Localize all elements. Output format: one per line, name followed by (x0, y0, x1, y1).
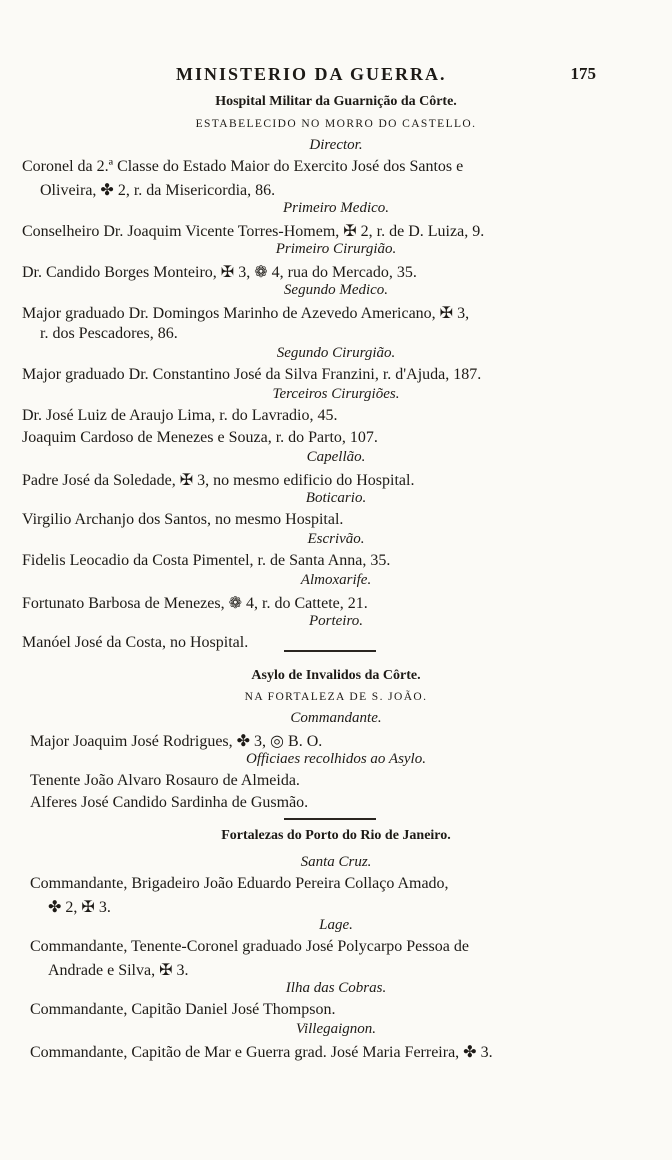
hospital-heading: Hospital Militar da Guarnição da Côrte. (215, 94, 457, 109)
asylo-heading: Asylo de Invalidos da Côrte. (251, 668, 421, 683)
role-porteiro: Porteiro. (308, 613, 364, 629)
entry-segundo-medico-line2: r. dos Pescadores, 86. (40, 325, 178, 342)
entry-capellao: Padre José da Soledade, ✠ 3, no mesmo edificio do Hospital. (22, 472, 415, 489)
ministry-title: MINISTERIO DA GUERRA. (176, 64, 447, 84)
role-santa-cruz: Santa Cruz. (300, 854, 372, 870)
entry-villegaignon: Commandante, Capitão de Mar e Guerra grad. José Maria Ferreira, ✤ 3. (30, 1044, 493, 1061)
entry-director-line1: Coronel da 2.ª Classe do Estado Maior do Exercito José dos Santos e (22, 158, 464, 175)
role-lage: Lage. (319, 917, 353, 933)
fortalezas-heading: Fortalezas do Porto do Rio de Janeiro. (221, 828, 451, 843)
entry-primeiro-medico: Conselheiro Dr. Joaquim Vicente Torres-Homem, ✠ 2, r. de D. Luiza, 9. (22, 223, 485, 240)
entry-escrivao: Fidelis Leocadio da Costa Pimentel, r. de Santa Anna, 35. (22, 552, 391, 569)
entry-santa-cruz-line2: ✤ 2, ✠ 3. (48, 899, 111, 916)
entry-almoxarife: Fortunato Barbosa de Menezes, ❁ 4, r. do Cattete, 21. (22, 595, 368, 612)
role-officiaes-recolhidos: Officiaes recolhidos ao Asylo. (246, 751, 426, 767)
role-segundo-cirurgiao: Segundo Cirurgião. (276, 345, 396, 361)
role-escrivao: Escrivão. (307, 531, 365, 547)
entry-segundo-cirurgiao: Major graduado Dr. Constantino José da Silva Franzini, r. d'Ajuda, 187. (22, 366, 482, 383)
role-ilha-das-cobras: Ilha das Cobras. (285, 980, 387, 996)
entry-lage-line2: Andrade e Silva, ✠ 3. (48, 962, 189, 979)
entry-asylo-commandante: Major Joaquim José Rodrigues, ✤ 3, ◎ B. O. (30, 733, 323, 750)
role-capellao: Capellão. (306, 449, 366, 465)
page-number: 175 (570, 64, 596, 83)
entry-santa-cruz-line1: Commandante, Brigadeiro João Eduardo Pereira Collaço Amado, (30, 875, 449, 892)
section-divider-1 (284, 650, 376, 652)
role-director: Director. (309, 137, 363, 153)
entry-primeiro-cirurgiao: Dr. Candido Borges Monteiro, ✠ 3, ❁ 4, rua do Mercado, 35. (22, 264, 417, 281)
entry-ilha-das-cobras: Commandante, Capitão Daniel José Thompson. (30, 1001, 336, 1018)
asylo-subheading: NA FORTALEZA DE S. JOÃO. (244, 691, 428, 703)
role-segundo-medico: Segundo Medico. (283, 282, 389, 298)
section-divider-2 (284, 818, 376, 820)
entry-segundo-medico-line1: Major graduado Dr. Domingos Marinho de Azevedo Americano, ✠ 3, (22, 305, 470, 322)
role-almoxarife: Almoxarife. (300, 572, 372, 588)
role-primeiro-medico: Primeiro Medico. (282, 200, 390, 216)
role-terceiros-cirurgioes: Terceiros Cirurgiões. (272, 386, 400, 402)
entry-officiaes-1: Tenente João Alvaro Rosauro de Almeida. (30, 772, 300, 789)
entry-terceiro-cirurgiao-1: Dr. José Luiz de Araujo Lima, r. do Lavradio, 45. (22, 407, 338, 424)
hospital-subheading: ESTABELECIDO NO MORRO DO CASTELLO. (195, 118, 477, 130)
entry-boticario: Virgilio Archanjo dos Santos, no mesmo Hospital. (22, 511, 344, 528)
entry-officiaes-2: Alferes José Candido Sardinha de Gusmão. (30, 794, 309, 811)
role-asylo-commandante: Commandante. (290, 710, 382, 726)
role-boticario: Boticario. (305, 490, 367, 506)
entry-terceiro-cirurgiao-2: Joaquim Cardoso de Menezes e Souza, r. do Parto, 107. (22, 429, 378, 446)
role-villegaignon: Villegaignon. (295, 1021, 377, 1037)
role-primeiro-cirurgiao: Primeiro Cirurgião. (275, 241, 397, 257)
entry-lage-line1: Commandante, Tenente-Coronel graduado José Polycarpo Pessoa de (30, 938, 469, 955)
entry-director-line2: Oliveira, ✤ 2, r. da Misericordia, 86. (40, 182, 276, 199)
running-header (0, 64, 672, 86)
entry-porteiro: Manóel José da Costa, no Hospital. (22, 634, 249, 651)
